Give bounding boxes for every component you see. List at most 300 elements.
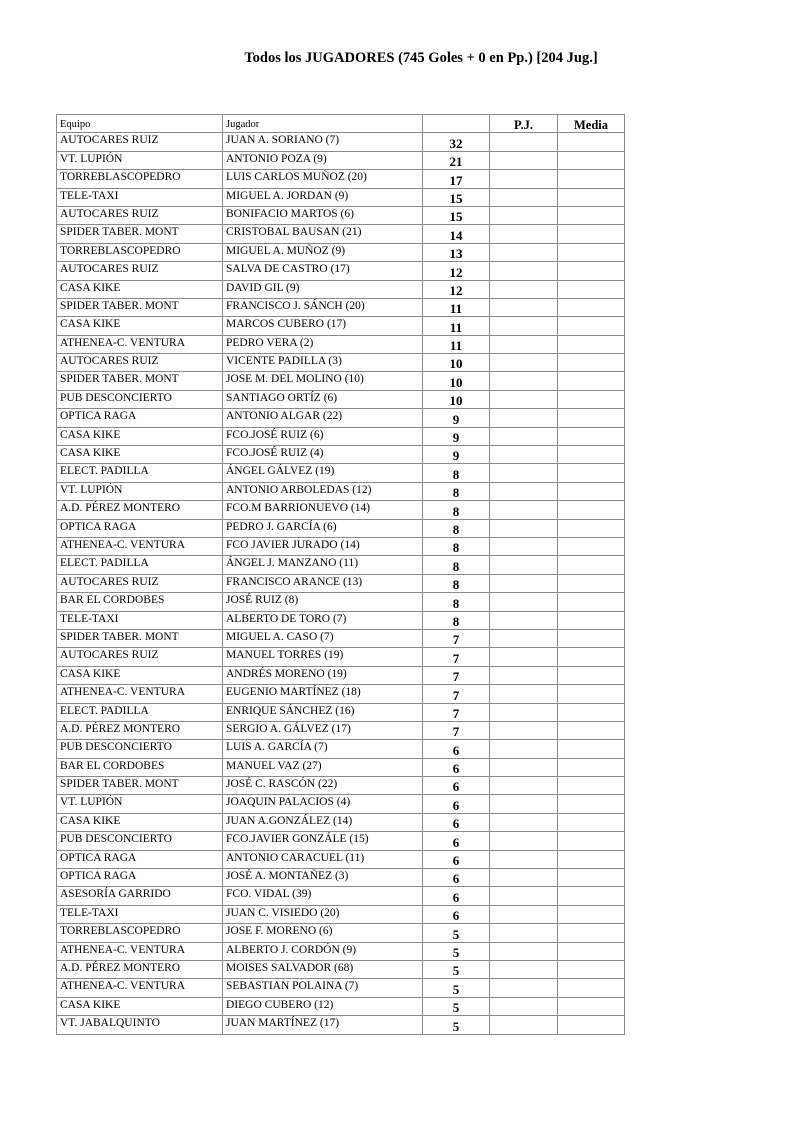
player-cell: JOSÉ A. MONTAÑEZ (3) bbox=[223, 869, 423, 887]
pj-cell bbox=[490, 482, 558, 500]
goals-cell: 8 bbox=[423, 501, 490, 519]
team-cell: CASA KIKE bbox=[57, 317, 223, 335]
media-cell bbox=[558, 795, 625, 813]
goals-cell: 5 bbox=[423, 997, 490, 1015]
pj-cell bbox=[490, 335, 558, 353]
player-cell: ANTONIO POZA (9) bbox=[223, 151, 423, 169]
goals-cell: 5 bbox=[423, 942, 490, 960]
table-row bbox=[57, 446, 625, 464]
player-cell: MANUEL TORRES (19) bbox=[223, 648, 423, 666]
media-cell bbox=[558, 354, 625, 372]
goals-cell: 7 bbox=[423, 703, 490, 721]
media-cell bbox=[558, 574, 625, 592]
team-cell: TELE-TAXI bbox=[57, 905, 223, 923]
header-team: Equipo bbox=[57, 115, 223, 133]
goals-cell: 6 bbox=[423, 740, 490, 758]
media-cell bbox=[558, 133, 625, 151]
goals-cell: 6 bbox=[423, 869, 490, 887]
table-row bbox=[57, 703, 625, 721]
goals-cell: 8 bbox=[423, 537, 490, 555]
player-cell: PEDRO VERA (2) bbox=[223, 335, 423, 353]
goals-cell: 6 bbox=[423, 777, 490, 795]
media-cell bbox=[558, 188, 625, 206]
player-cell: MIGUEL A. JORDAN (9) bbox=[223, 188, 423, 206]
pj-cell bbox=[490, 703, 558, 721]
team-cell: TELE-TAXI bbox=[57, 611, 223, 629]
team-cell: OPTICA RAGA bbox=[57, 409, 223, 427]
table-row bbox=[57, 850, 625, 868]
team-cell: AUTOCARES RUIZ bbox=[57, 648, 223, 666]
table-row bbox=[57, 813, 625, 831]
team-cell: AUTOCARES RUIZ bbox=[57, 354, 223, 372]
table-row bbox=[57, 629, 625, 647]
team-cell: CASA KIKE bbox=[57, 666, 223, 684]
player-cell: JOSÉ C. RASCÓN (22) bbox=[223, 777, 423, 795]
pj-cell bbox=[490, 758, 558, 776]
player-cell: PEDRO J. GARCÍA (6) bbox=[223, 519, 423, 537]
pj-cell bbox=[490, 317, 558, 335]
pj-cell bbox=[490, 997, 558, 1015]
media-cell bbox=[558, 225, 625, 243]
table-row bbox=[57, 206, 625, 224]
player-cell: FCO. VIDAL (39) bbox=[223, 887, 423, 905]
pj-cell bbox=[490, 298, 558, 316]
team-cell: BAR EL CORDOBES bbox=[57, 758, 223, 776]
pj-cell bbox=[490, 501, 558, 519]
player-cell: SEBASTIAN POLAINA (7) bbox=[223, 979, 423, 997]
table-row bbox=[57, 960, 625, 978]
table-row bbox=[57, 225, 625, 243]
goals-cell: 11 bbox=[423, 335, 490, 353]
goals-cell: 21 bbox=[423, 151, 490, 169]
player-cell: FCO.M BARRIONUEVO (14) bbox=[223, 501, 423, 519]
pj-cell bbox=[490, 464, 558, 482]
table-row bbox=[57, 298, 625, 316]
player-cell: JOSE F. MORENO (6) bbox=[223, 924, 423, 942]
pj-cell bbox=[490, 869, 558, 887]
team-cell: OPTICA RAGA bbox=[57, 850, 223, 868]
table-row bbox=[57, 758, 625, 776]
team-cell: AUTOCARES RUIZ bbox=[57, 206, 223, 224]
pj-cell bbox=[490, 390, 558, 408]
table-row bbox=[57, 721, 625, 739]
pj-cell bbox=[490, 942, 558, 960]
table-row bbox=[57, 317, 625, 335]
table-row bbox=[57, 832, 625, 850]
media-cell bbox=[558, 887, 625, 905]
team-cell: VT. LUPIÓN bbox=[57, 482, 223, 500]
goals-cell: 7 bbox=[423, 629, 490, 647]
player-cell: MANUEL VAZ (27) bbox=[223, 758, 423, 776]
player-cell: FRANCISCO J. SÁNCH (20) bbox=[223, 298, 423, 316]
media-cell bbox=[558, 924, 625, 942]
player-cell: ÁNGEL J. MANZANO (11) bbox=[223, 556, 423, 574]
pj-cell bbox=[490, 629, 558, 647]
team-cell: ELECT. PADILLA bbox=[57, 556, 223, 574]
goals-cell: 5 bbox=[423, 960, 490, 978]
team-cell: CASA KIKE bbox=[57, 813, 223, 831]
table-row bbox=[57, 869, 625, 887]
pj-cell bbox=[490, 206, 558, 224]
goals-cell: 32 bbox=[423, 133, 490, 151]
table-row bbox=[57, 979, 625, 997]
pj-cell bbox=[490, 537, 558, 555]
player-cell: SALVA DE CASTRO (17) bbox=[223, 262, 423, 280]
player-cell: MARCOS CUBERO (17) bbox=[223, 317, 423, 335]
table-body bbox=[57, 115, 625, 1035]
media-cell bbox=[558, 519, 625, 537]
goals-cell: 14 bbox=[423, 225, 490, 243]
team-cell: SPIDER TABER. MONT bbox=[57, 298, 223, 316]
media-cell bbox=[558, 703, 625, 721]
table-row bbox=[57, 482, 625, 500]
pj-cell bbox=[490, 262, 558, 280]
goals-cell: 12 bbox=[423, 280, 490, 298]
table-row bbox=[57, 427, 625, 445]
media-cell bbox=[558, 593, 625, 611]
media-cell bbox=[558, 850, 625, 868]
table-row bbox=[57, 372, 625, 390]
team-cell: AUTOCARES RUIZ bbox=[57, 133, 223, 151]
player-cell: JUAN A. SORIANO (7) bbox=[223, 133, 423, 151]
media-cell bbox=[558, 298, 625, 316]
pj-cell bbox=[490, 813, 558, 831]
media-cell bbox=[558, 446, 625, 464]
player-cell: JOAQUIN PALACIOS (4) bbox=[223, 795, 423, 813]
goals-cell: 12 bbox=[423, 262, 490, 280]
goals-cell: 10 bbox=[423, 372, 490, 390]
team-cell: TELE-TAXI bbox=[57, 188, 223, 206]
media-cell bbox=[558, 280, 625, 298]
team-cell: A.D. PÉREZ MONTERO bbox=[57, 501, 223, 519]
goals-cell: 5 bbox=[423, 1016, 490, 1034]
player-cell: JUAN C. VISIEDO (20) bbox=[223, 905, 423, 923]
pj-cell bbox=[490, 170, 558, 188]
table-row bbox=[57, 354, 625, 372]
goals-cell: 10 bbox=[423, 354, 490, 372]
pj-cell bbox=[490, 409, 558, 427]
media-cell bbox=[558, 813, 625, 831]
media-cell bbox=[558, 905, 625, 923]
team-cell: AUTOCARES RUIZ bbox=[57, 262, 223, 280]
table-row bbox=[57, 685, 625, 703]
table-row bbox=[57, 942, 625, 960]
team-cell: A.D. PÉREZ MONTERO bbox=[57, 721, 223, 739]
pj-cell bbox=[490, 924, 558, 942]
goals-cell: 5 bbox=[423, 979, 490, 997]
pj-cell bbox=[490, 225, 558, 243]
goals-cell: 7 bbox=[423, 666, 490, 684]
player-cell: JUAN MARTÍNEZ (17) bbox=[223, 1016, 423, 1034]
media-cell bbox=[558, 979, 625, 997]
table-row bbox=[57, 151, 625, 169]
media-cell bbox=[558, 1016, 625, 1034]
team-cell: ATHENEA-C. VENTURA bbox=[57, 335, 223, 353]
pj-cell bbox=[490, 574, 558, 592]
team-cell: BAR EL CORDOBES bbox=[57, 593, 223, 611]
player-cell: VICENTE PADILLA (3) bbox=[223, 354, 423, 372]
media-cell bbox=[558, 869, 625, 887]
table-row bbox=[57, 133, 625, 151]
player-cell: ALBERTO J. CORDÓN (9) bbox=[223, 942, 423, 960]
team-cell: PUB DESCONCIERTO bbox=[57, 740, 223, 758]
pj-cell bbox=[490, 611, 558, 629]
media-cell bbox=[558, 997, 625, 1015]
player-cell: JUAN A.GONZÁLEZ (14) bbox=[223, 813, 423, 831]
pj-cell bbox=[490, 795, 558, 813]
table-header-row bbox=[57, 115, 625, 133]
media-cell bbox=[558, 427, 625, 445]
team-cell: TORREBLASCOPEDRO bbox=[57, 243, 223, 261]
table-row bbox=[57, 390, 625, 408]
player-cell: FCO.JOSÉ RUIZ (4) bbox=[223, 446, 423, 464]
team-cell: CASA KIKE bbox=[57, 280, 223, 298]
team-cell: ATHENEA-C. VENTURA bbox=[57, 979, 223, 997]
table-row bbox=[57, 666, 625, 684]
goals-cell: 6 bbox=[423, 905, 490, 923]
pj-cell bbox=[490, 887, 558, 905]
media-cell bbox=[558, 170, 625, 188]
media-cell bbox=[558, 501, 625, 519]
media-cell bbox=[558, 537, 625, 555]
pj-cell bbox=[490, 280, 558, 298]
team-cell: VT. LUPIÓN bbox=[57, 795, 223, 813]
player-cell: JOSÉ RUIZ (8) bbox=[223, 593, 423, 611]
media-cell bbox=[558, 685, 625, 703]
player-cell: ENRIQUE SÁNCHEZ (16) bbox=[223, 703, 423, 721]
media-cell bbox=[558, 740, 625, 758]
goals-cell: 8 bbox=[423, 611, 490, 629]
player-cell: FCO.JOSÉ RUIZ (6) bbox=[223, 427, 423, 445]
goals-cell: 6 bbox=[423, 758, 490, 776]
table-row bbox=[57, 648, 625, 666]
media-cell bbox=[558, 335, 625, 353]
goals-cell: 7 bbox=[423, 721, 490, 739]
team-cell: SPIDER TABER. MONT bbox=[57, 225, 223, 243]
table-row bbox=[57, 537, 625, 555]
pj-cell bbox=[490, 850, 558, 868]
goals-cell: 9 bbox=[423, 409, 490, 427]
team-cell: SPIDER TABER. MONT bbox=[57, 777, 223, 795]
table-row bbox=[57, 519, 625, 537]
table-row bbox=[57, 795, 625, 813]
player-cell: MIGUEL A. MUÑOZ (9) bbox=[223, 243, 423, 261]
media-cell bbox=[558, 390, 625, 408]
pj-cell bbox=[490, 979, 558, 997]
player-cell: JOSE M. DEL MOLINO (10) bbox=[223, 372, 423, 390]
header-goals bbox=[423, 115, 490, 133]
team-cell: OPTICA RAGA bbox=[57, 519, 223, 537]
media-cell bbox=[558, 464, 625, 482]
team-cell: SPIDER TABER. MONT bbox=[57, 372, 223, 390]
pj-cell bbox=[490, 427, 558, 445]
table-row bbox=[57, 280, 625, 298]
player-cell: DAVID GIL (9) bbox=[223, 280, 423, 298]
media-cell bbox=[558, 372, 625, 390]
table-row bbox=[57, 335, 625, 353]
pj-cell bbox=[490, 1016, 558, 1034]
header-pj: P.J. bbox=[490, 115, 558, 133]
table-row bbox=[57, 188, 625, 206]
pj-cell bbox=[490, 960, 558, 978]
table-row bbox=[57, 740, 625, 758]
goals-cell: 5 bbox=[423, 924, 490, 942]
goals-cell: 17 bbox=[423, 170, 490, 188]
page-title: Todos los JUGADORES (745 Goles + 0 en Pp.) [204 Jug.] bbox=[244, 50, 598, 66]
goals-cell: 13 bbox=[423, 243, 490, 261]
goals-cell: 6 bbox=[423, 795, 490, 813]
goals-cell: 11 bbox=[423, 298, 490, 316]
goals-cell: 11 bbox=[423, 317, 490, 335]
pj-cell bbox=[490, 685, 558, 703]
table-row bbox=[57, 1016, 625, 1034]
table-row bbox=[57, 611, 625, 629]
team-cell: CASA KIKE bbox=[57, 446, 223, 464]
player-cell: CRISTOBAL BAUSAN (21) bbox=[223, 225, 423, 243]
media-cell bbox=[558, 648, 625, 666]
goals-cell: 9 bbox=[423, 446, 490, 464]
pj-cell bbox=[490, 354, 558, 372]
goals-cell: 9 bbox=[423, 427, 490, 445]
team-cell: VT. JABALQUINTO bbox=[57, 1016, 223, 1034]
player-cell: EUGENIO MARTÍNEZ (18) bbox=[223, 685, 423, 703]
header-media: Media bbox=[558, 115, 625, 133]
table-row bbox=[57, 997, 625, 1015]
team-cell: PUB DESCONCIERTO bbox=[57, 832, 223, 850]
goals-cell: 6 bbox=[423, 850, 490, 868]
goals-cell: 8 bbox=[423, 482, 490, 500]
table-row bbox=[57, 593, 625, 611]
player-cell: ALBERTO DE TORO (7) bbox=[223, 611, 423, 629]
player-cell: MIGUEL A. CASO (7) bbox=[223, 629, 423, 647]
scorers-table bbox=[56, 114, 625, 1035]
media-cell bbox=[558, 206, 625, 224]
media-cell bbox=[558, 629, 625, 647]
goals-cell: 8 bbox=[423, 593, 490, 611]
team-cell: AUTOCARES RUIZ bbox=[57, 574, 223, 592]
team-cell: CASA KIKE bbox=[57, 997, 223, 1015]
pj-cell bbox=[490, 243, 558, 261]
player-cell: LUIS A. GARCÍA (7) bbox=[223, 740, 423, 758]
table-row bbox=[57, 777, 625, 795]
team-cell: ELECT. PADILLA bbox=[57, 703, 223, 721]
player-cell: ANTONIO ALGAR (22) bbox=[223, 409, 423, 427]
team-cell: TORREBLASCOPEDRO bbox=[57, 924, 223, 942]
pj-cell bbox=[490, 188, 558, 206]
goals-cell: 15 bbox=[423, 206, 490, 224]
media-cell bbox=[558, 151, 625, 169]
media-cell bbox=[558, 611, 625, 629]
media-cell bbox=[558, 482, 625, 500]
team-cell: PUB DESCONCIERTO bbox=[57, 390, 223, 408]
player-cell: FRANCISCO ARANCE (13) bbox=[223, 574, 423, 592]
media-cell bbox=[558, 409, 625, 427]
pj-cell bbox=[490, 372, 558, 390]
goals-cell: 7 bbox=[423, 648, 490, 666]
pj-cell bbox=[490, 666, 558, 684]
media-cell bbox=[558, 243, 625, 261]
goals-cell: 6 bbox=[423, 887, 490, 905]
player-cell: BONIFACIO MARTOS (6) bbox=[223, 206, 423, 224]
table-row bbox=[57, 556, 625, 574]
pj-cell bbox=[490, 832, 558, 850]
goals-cell: 8 bbox=[423, 519, 490, 537]
pj-cell bbox=[490, 151, 558, 169]
pj-cell bbox=[490, 777, 558, 795]
pj-cell bbox=[490, 446, 558, 464]
table-row bbox=[57, 262, 625, 280]
player-cell: ANDRÉS MORENO (19) bbox=[223, 666, 423, 684]
media-cell bbox=[558, 960, 625, 978]
media-cell bbox=[558, 758, 625, 776]
player-cell: DIEGO CUBERO (12) bbox=[223, 997, 423, 1015]
team-cell: ELECT. PADILLA bbox=[57, 464, 223, 482]
media-cell bbox=[558, 942, 625, 960]
team-cell: ASESORÍA GARRIDO bbox=[57, 887, 223, 905]
table-row bbox=[57, 924, 625, 942]
pj-cell bbox=[490, 905, 558, 923]
team-cell: ATHENEA-C. VENTURA bbox=[57, 685, 223, 703]
header-player: Jugador bbox=[223, 115, 423, 133]
media-cell bbox=[558, 317, 625, 335]
pj-cell bbox=[490, 721, 558, 739]
player-cell: ÁNGEL GÁLVEZ (19) bbox=[223, 464, 423, 482]
media-cell bbox=[558, 832, 625, 850]
pj-cell bbox=[490, 133, 558, 151]
team-cell: ATHENEA-C. VENTURA bbox=[57, 942, 223, 960]
team-cell: CASA KIKE bbox=[57, 427, 223, 445]
player-cell: LUIS CARLOS MUÑOZ (20) bbox=[223, 170, 423, 188]
player-cell: FCO.JAVIER GONZÁLE (15) bbox=[223, 832, 423, 850]
team-cell: A.D. PÉREZ MONTERO bbox=[57, 960, 223, 978]
player-cell: FCO JAVIER JURADO (14) bbox=[223, 537, 423, 555]
table-row bbox=[57, 501, 625, 519]
table-row bbox=[57, 905, 625, 923]
team-cell: ATHENEA-C. VENTURA bbox=[57, 537, 223, 555]
goals-cell: 8 bbox=[423, 556, 490, 574]
goals-cell: 7 bbox=[423, 685, 490, 703]
pj-cell bbox=[490, 593, 558, 611]
media-cell bbox=[558, 721, 625, 739]
table-row bbox=[57, 464, 625, 482]
player-cell: SERGIO A. GÁLVEZ (17) bbox=[223, 721, 423, 739]
goals-cell: 8 bbox=[423, 464, 490, 482]
pj-cell bbox=[490, 556, 558, 574]
team-cell: OPTICA RAGA bbox=[57, 869, 223, 887]
goals-cell: 6 bbox=[423, 813, 490, 831]
pj-cell bbox=[490, 740, 558, 758]
table-row bbox=[57, 243, 625, 261]
player-cell: MOISES SALVADOR (68) bbox=[223, 960, 423, 978]
table-row bbox=[57, 887, 625, 905]
goals-cell: 15 bbox=[423, 188, 490, 206]
table-row bbox=[57, 574, 625, 592]
team-cell: TORREBLASCOPEDRO bbox=[57, 170, 223, 188]
media-cell bbox=[558, 262, 625, 280]
team-cell: VT. LUPIÓN bbox=[57, 151, 223, 169]
table-row bbox=[57, 409, 625, 427]
goals-cell: 6 bbox=[423, 832, 490, 850]
media-cell bbox=[558, 777, 625, 795]
goals-cell: 10 bbox=[423, 390, 490, 408]
table-row bbox=[57, 170, 625, 188]
team-cell: SPIDER TABER. MONT bbox=[57, 629, 223, 647]
player-cell: ANTONIO CARACUEL (11) bbox=[223, 850, 423, 868]
media-cell bbox=[558, 556, 625, 574]
media-cell bbox=[558, 666, 625, 684]
pj-cell bbox=[490, 519, 558, 537]
goals-cell: 8 bbox=[423, 574, 490, 592]
